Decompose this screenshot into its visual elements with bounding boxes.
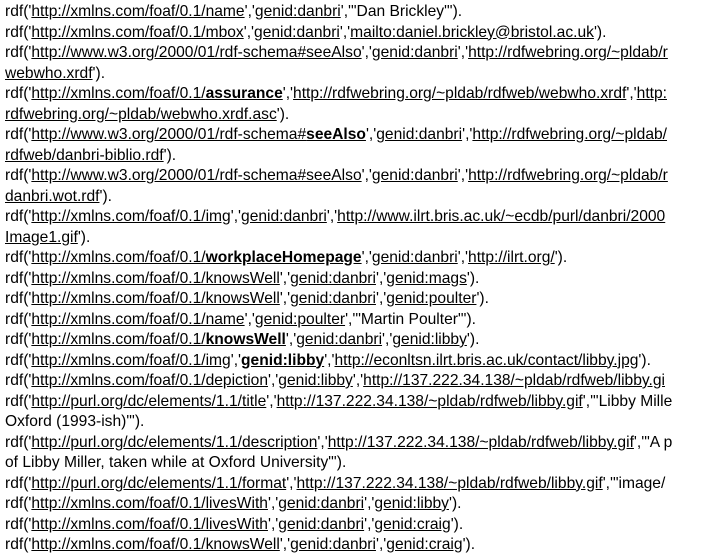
uri-link[interactable]: genid:libby <box>278 372 353 389</box>
uri-link[interactable]: http://137.222.34.138/~pldab/rdfweb/libby.gi <box>363 372 666 389</box>
rdf-text: ',' <box>457 44 469 61</box>
uri-link[interactable]: genid:craig <box>374 515 451 533</box>
rdf-text: rdf(' <box>5 167 32 184</box>
rdf-text: ',' <box>457 167 469 184</box>
rdf-text: ',' <box>282 85 294 102</box>
rdf-line <box>5 474 728 495</box>
rdf-line <box>5 23 728 44</box>
uri-link[interactable]: http://137.222.34.138/~pldab/rdfweb/libby.gif <box>327 433 634 451</box>
rdf-text: ',' <box>626 85 637 102</box>
rdf-text: rdf(' <box>5 495 32 512</box>
rdf-line <box>5 228 728 249</box>
rdf-text: rdf(' <box>5 269 32 287</box>
rdf-text: ',' <box>244 310 255 328</box>
rdf-text: '). <box>77 228 91 246</box>
uri-link[interactable]: genid:danbri <box>371 249 458 266</box>
uri-link[interactable]: workplaceHomepage <box>205 249 362 266</box>
uri-link[interactable]: Image1.gif <box>5 228 78 246</box>
rdf-text: ',' <box>375 290 387 307</box>
rdf-line <box>5 125 728 146</box>
uri-link[interactable]: genid:danbri <box>254 3 341 20</box>
uri-link[interactable]: http://xmlns.com/foaf/0.1/knowsWell <box>31 536 280 553</box>
uri-link[interactable]: http://xmlns.com/foaf/0.1/livesWith <box>31 495 268 512</box>
rdf-text: Oxford (1993-ish)"'). <box>5 413 145 430</box>
uri-link[interactable]: http://xmlns.com/foaf/0.1/img <box>31 208 231 225</box>
rdf-text: '). <box>554 249 568 266</box>
rdf-text: '). <box>476 290 489 307</box>
rdf-line <box>5 371 728 392</box>
rdf-line <box>5 289 728 310</box>
uri-link[interactable]: genid:danbri <box>290 536 376 553</box>
uri-link[interactable]: genid:danbri <box>254 23 340 41</box>
rdf-text: rdf(' <box>5 3 32 20</box>
uri-link[interactable]: genid:danbri <box>371 44 458 61</box>
rdf-text: rdf(' <box>5 290 32 307</box>
uri-link[interactable]: genid:poulter <box>254 310 346 328</box>
uri-link[interactable]: genid:danbri <box>376 126 463 143</box>
uri-link[interactable]: http://ilrt.org/ <box>468 249 555 266</box>
rdf-text: rdf(' <box>5 310 32 328</box>
rdf-text: ',' <box>364 495 375 512</box>
rdf-text: ',' <box>361 44 372 61</box>
rdf-text: ','"Libby Mille <box>582 392 673 410</box>
uri-link[interactable]: http://xmlns.com/foaf/0.1/ <box>31 249 206 266</box>
uri-link[interactable]: genid:craig <box>386 536 463 553</box>
rdf-line <box>5 105 728 126</box>
rdf-line <box>5 494 728 515</box>
uri-link[interactable]: http://www.ilrt.bris.ac.uk/~ecdb/purl/danbri/2000 <box>337 208 666 225</box>
rdf-text: ',' <box>243 23 255 41</box>
uri-link[interactable]: http://purl.org/dc/elements/1.1/title <box>31 392 267 410</box>
rdf-line <box>5 2 728 23</box>
rdf-text: ',' <box>266 392 277 410</box>
rdf-text: '). <box>638 351 651 369</box>
rdf-line <box>5 535 728 556</box>
rdf-text: ',' <box>361 249 372 266</box>
rdf-text: ',' <box>230 208 242 225</box>
rdf-line <box>5 515 728 536</box>
uri-link[interactable]: genid:libby <box>392 331 467 348</box>
rdf-text: ',' <box>279 536 291 553</box>
uri-link[interactable]: knowsWell <box>205 331 286 348</box>
rdf-text: ',' <box>457 249 469 266</box>
uri-link[interactable]: seeAlso <box>306 126 366 143</box>
rdf-text: ',' <box>364 515 375 533</box>
rdf-line <box>5 330 728 351</box>
uri-link[interactable]: danbri.wot.rdf <box>5 187 100 205</box>
uri-link[interactable]: http://xmlns.com/foaf/0.1/livesWith <box>31 515 268 533</box>
uri-link[interactable]: http://xmlns.com/foaf/0.1/ <box>31 85 206 102</box>
rdf-text: '). <box>92 64 106 82</box>
uri-link[interactable]: http://xmlns.com/foaf/0.1/mbox <box>31 23 244 41</box>
rdf-text: rdf(' <box>5 249 32 266</box>
uri-link[interactable]: rdfweb/danbri-biblio.rdf <box>5 146 164 164</box>
uri-link[interactable]: genid:libby <box>241 351 325 369</box>
uri-link[interactable]: http://xmlns.com/foaf/0.1/img <box>31 351 231 369</box>
rdf-text: rdf(' <box>5 44 32 61</box>
rdf-text: ',' <box>279 269 291 287</box>
rdf-text: '). <box>450 515 464 533</box>
rdf-text: ',' <box>361 167 372 184</box>
rdf-text: ','"Martin Poulter"'). <box>345 310 476 328</box>
uri-link[interactable]: http://econltsn.ilrt.bris.ac.uk/contact/libby.jpg <box>334 351 639 369</box>
rdf-text: ',' <box>462 126 473 143</box>
rdf-line <box>5 187 728 208</box>
rdf-text: ',' <box>352 372 364 389</box>
uri-link[interactable]: http://purl.org/dc/elements/1.1/format <box>31 474 287 492</box>
rdf-text: ',' <box>244 3 255 20</box>
uri-link[interactable]: genid:danbri <box>290 290 376 307</box>
rdf-text: ','"Dan Brickley"'). <box>340 3 463 20</box>
uri-link[interactable]: webwho.xrdf <box>5 64 93 82</box>
rdf-text: rdf(' <box>5 392 32 410</box>
rdf-text: ',' <box>268 372 279 389</box>
uri-link[interactable]: http://xmlns.com/foaf/0.1/knowsWell <box>31 290 280 307</box>
rdf-text: ',' <box>286 474 297 492</box>
uri-link[interactable]: http://www.w3.org/2000/01/rdf-schema#seeAlso <box>31 44 362 61</box>
rdf-text: rdf(' <box>5 515 32 533</box>
uri-link[interactable]: genid:danbri <box>290 269 376 287</box>
uri-link[interactable]: genid:danbri <box>296 331 383 348</box>
rdf-text: '). <box>466 269 480 287</box>
uri-link[interactable]: http://purl.org/dc/elements/1.1/description <box>31 433 318 451</box>
uri-link[interactable]: http://xmlns.com/foaf/0.1/depiction <box>31 372 268 389</box>
rdf-line <box>5 269 728 290</box>
uri-link[interactable]: http://www.w3.org/2000/01/rdf-schema#seeAlso <box>31 167 362 184</box>
uri-link[interactable]: mailto:daniel.brickley@bristol.ac.uk <box>350 23 594 41</box>
rdf-text: ','"A p <box>633 433 673 451</box>
uri-link[interactable]: genid:danbri <box>241 208 327 225</box>
rdf-text: ',' <box>382 331 393 348</box>
uri-link[interactable]: http://rdfwebring.org/~pldab/ <box>472 126 668 143</box>
rdf-text: rdf(' <box>5 331 32 348</box>
rdf-text: ',' <box>365 126 377 143</box>
rdf-text: of Libby Miller, taken while at Oxford University"'). <box>5 454 347 471</box>
rdf-line <box>5 433 728 454</box>
uri-link[interactable]: http://xmlns.com/foaf/0.1/knowsWell <box>31 269 280 287</box>
rdf-line <box>5 166 728 187</box>
rdf-line <box>5 412 728 433</box>
rdf-line <box>5 84 728 105</box>
rdf-text: ',' <box>339 23 351 41</box>
rdf-text: rdf(' <box>5 536 32 553</box>
uri-link[interactable]: assurance <box>205 85 283 102</box>
rdf-text: ','"image/ <box>602 474 666 492</box>
rdf-text: rdf(' <box>5 126 32 143</box>
uri-link[interactable]: http: <box>636 85 667 102</box>
rdf-line <box>5 64 728 85</box>
uri-link[interactable]: http://137.222.34.138/~pldab/rdfweb/libby.gif <box>276 392 583 410</box>
uri-link[interactable]: http://rdfwebring.org/~pldab/r <box>468 167 668 184</box>
rdf-text: ',' <box>279 290 291 307</box>
rdf-text: '). <box>99 187 112 205</box>
rdf-text: '). <box>593 23 607 41</box>
uri-link[interactable]: http://rdfwebring.org/~pldab/r <box>468 44 668 61</box>
uri-link[interactable]: genid:danbri <box>278 495 365 512</box>
rdf-text: ',' <box>285 331 297 348</box>
rdf-text: ',' <box>326 208 338 225</box>
uri-link[interactable]: rdfwebring.org/~pldab/webwho.xrdf.asc <box>5 105 277 123</box>
rdf-triples-document <box>5 2 728 556</box>
rdf-text: rdf(' <box>5 372 32 389</box>
rdf-text: ',' <box>267 515 279 533</box>
rdf-line <box>5 248 728 269</box>
rdf-text: rdf(' <box>5 85 32 102</box>
rdf-text: '). <box>276 105 290 123</box>
rdf-line <box>5 310 728 331</box>
rdf-text: rdf(' <box>5 23 32 41</box>
uri-link[interactable]: genid:poulter <box>386 290 477 307</box>
uri-link[interactable]: genid:danbri <box>371 167 458 184</box>
rdf-text: '). <box>448 495 462 512</box>
uri-link[interactable]: http://xmlns.com/foaf/0.1/name <box>31 3 245 20</box>
rdf-text: rdf(' <box>5 433 32 451</box>
rdf-text: ',' <box>324 351 335 369</box>
rdf-text: ',' <box>267 495 279 512</box>
rdf-text: ',' <box>375 269 387 287</box>
rdf-line <box>5 392 728 413</box>
rdf-text: ',' <box>230 351 242 369</box>
rdf-line <box>5 207 728 228</box>
rdf-text: ',' <box>375 536 387 553</box>
uri-link[interactable]: http://137.222.34.138/~pldab/rdfweb/libby.gif <box>296 474 603 492</box>
rdf-line <box>5 453 728 474</box>
rdf-text: rdf(' <box>5 474 32 492</box>
rdf-text: '). <box>462 536 476 553</box>
uri-link[interactable]: genid:mags <box>386 269 467 287</box>
rdf-line <box>5 43 728 64</box>
uri-link[interactable]: http://xmlns.com/foaf/0.1/name <box>31 310 245 328</box>
rdf-text: rdf(' <box>5 351 32 369</box>
rdf-text: rdf(' <box>5 208 32 225</box>
uri-link[interactable]: genid:libby <box>374 495 449 512</box>
rdf-line <box>5 351 728 372</box>
uri-link[interactable]: genid:danbri <box>278 515 365 533</box>
uri-link[interactable]: http://www.w3.org/2000/01/rdf-schema# <box>31 126 307 143</box>
rdf-line <box>5 146 728 167</box>
rdf-text: '). <box>466 331 480 348</box>
uri-link[interactable]: http://xmlns.com/foaf/0.1/ <box>31 331 206 348</box>
uri-link[interactable]: http://rdfwebring.org/~pldab/rdfweb/webwho.xrdf <box>293 85 627 102</box>
rdf-text: ',' <box>317 433 328 451</box>
rdf-text: '). <box>163 146 177 164</box>
